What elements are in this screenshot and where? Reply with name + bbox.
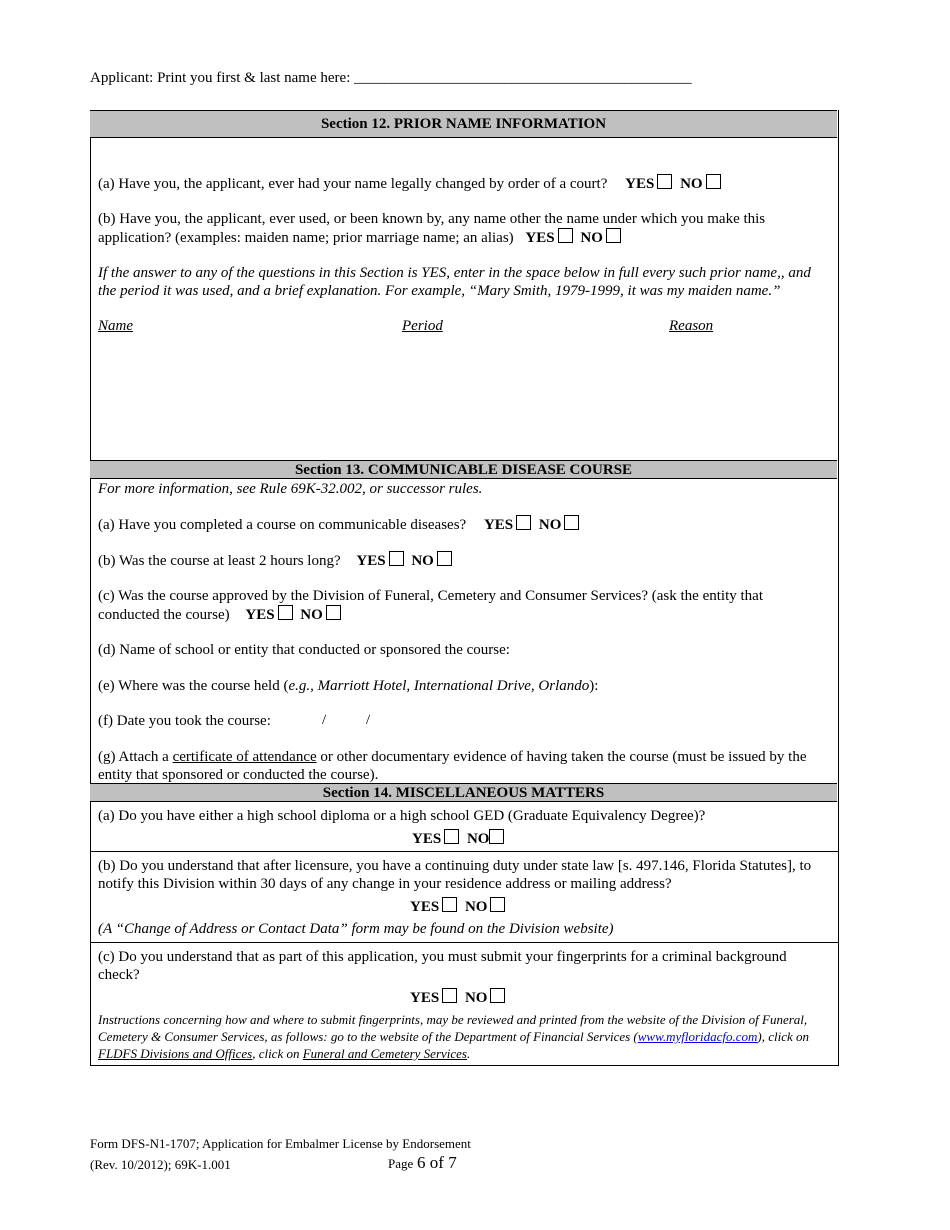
s14c-yes-checkbox[interactable] [442, 988, 457, 1003]
s14c-answer [410, 988, 509, 1007]
page-prefix: Page [388, 1156, 414, 1171]
yes-label: YES [525, 230, 555, 246]
instr-part1: Instructions concerning how and where to submit fingerprints, may be reviewed and printed from the website of the Division of Funeral, Cemetery & Consumer Services, as follows: go to the website of the Department of Financial Services ( [98, 1012, 808, 1044]
yes-label: YES [412, 831, 442, 847]
form-bottom-border [90, 1065, 839, 1066]
certificate-of-attendance-link: certificate of attendance [172, 749, 317, 765]
yes-label: YES [356, 553, 386, 569]
col-reason-heading: Reason [669, 318, 714, 334]
s12b-yes-checkbox[interactable] [558, 228, 573, 243]
qe-suffix: ): [589, 678, 599, 694]
section13-question-a [98, 515, 828, 534]
section13-question-c [98, 587, 828, 624]
section13-qc-text: (c) Was the course approved by the Division of Funeral, Cemetery and Consumer Services? (ask the entity that conducted the course) [98, 588, 763, 623]
section12-question-a [98, 174, 828, 193]
date-slash-2: / [366, 712, 371, 728]
prior-names-entry-area[interactable] [92, 340, 835, 458]
section12-question-b [98, 210, 828, 247]
applicant-name-line: Applicant: Print you first & last name here: _____________________________________________ [90, 70, 692, 86]
s14b-yes-checkbox[interactable] [442, 897, 457, 912]
section14-question-c: (c) Do you understand that as part of this application, you must submit your fingerprints for a criminal background check? [98, 949, 787, 983]
section12-instructions: If the answer to any of the questions in this Section is YES, enter in the space below in full every such prior name,, and the period it was used, and a brief explanation. For example, “Mary Smith, 1979-1999, it was my maiden name.” [98, 265, 811, 299]
no-label: NO [538, 517, 562, 533]
section14-question-b: (b) Do you understand that after licensure, you have a continuing duty under state law [s. 497.146, Florida Statutes], to notify this Division within 30 days of any change in your residence address or mailing address? [98, 858, 812, 892]
qg-prefix: (g) Attach a [98, 749, 173, 765]
s12b-no-checkbox[interactable] [606, 228, 621, 243]
s13c-yes-checkbox[interactable] [278, 605, 293, 620]
divider [90, 851, 839, 852]
s14b-no-checkbox[interactable] [490, 897, 505, 912]
col-period-heading: Period [402, 318, 443, 334]
section12-qb-text: (b) Have you, the applicant, ever used, or been known by, any name other the name under which you make this application? (examples: maiden name; prior marriage name; an alias) [98, 211, 766, 246]
s13b-yes-checkbox[interactable] [389, 551, 404, 566]
yes-label: YES [483, 517, 514, 533]
col-name-heading: Name [98, 318, 133, 334]
section14-change-of-address-note: (A “Change of Address or Contact Data” form may be found on the Division website) [98, 921, 614, 937]
section12-header: Section 12. PRIOR NAME INFORMATION [90, 110, 837, 138]
section13-question-b [98, 551, 828, 570]
section13-qb-text: (b) Was the course at least 2 hours long? [98, 553, 341, 569]
s12a-no-checkbox[interactable] [706, 174, 721, 189]
s13a-yes-checkbox[interactable] [516, 515, 531, 530]
instr-part4: . [467, 1046, 471, 1061]
s14a-answer [412, 829, 508, 848]
s14c-no-checkbox[interactable] [490, 988, 505, 1003]
funeral-cemetery-services-link[interactable]: Funeral and Cemetery Services [302, 1046, 467, 1061]
yes-label: YES [410, 899, 440, 915]
section13-question-d: (d) Name of school or entity that conducted or sponsored the course: [98, 642, 510, 658]
footer-page-number [388, 1153, 457, 1173]
yes-label: YES [625, 176, 655, 192]
s13b-no-checkbox[interactable] [437, 551, 452, 566]
no-label: NO [580, 230, 603, 246]
s14b-answer [410, 897, 509, 916]
section13-note: For more information, see Rule 69K-32.002, or successor rules. [98, 481, 483, 497]
section12-qa-text: (a) Have you, the applicant, ever had your name legally changed by order of a court? [98, 176, 608, 192]
section13-qa-text: (a) Have you completed a course on communicable diseases? [98, 517, 467, 533]
section13-question-e [98, 677, 828, 695]
s13c-no-checkbox[interactable] [326, 605, 341, 620]
s14a-no-checkbox[interactable] [489, 829, 504, 844]
qe-prefix: (e) Where was the course held ( [98, 678, 289, 694]
section14-header: Section 14. MISCELLANEOUS MATTERS [90, 783, 837, 802]
section13-header: Section 13. COMMUNICABLE DISEASE COURSE [90, 460, 837, 479]
myfloridacfo-link[interactable]: www.myfloridacfo.com [637, 1029, 758, 1044]
section13-question-f: (f) Date you took the course: [98, 713, 271, 729]
qg-suffix: or other documentary evidence of having taken the course (must be issued by the entity that sponsored or conducted the course). [98, 749, 807, 783]
no-label: NO [411, 553, 434, 569]
section14-question-a: (a) Do you have either a high school diploma or a high school GED (Graduate Equivalency Degree)? [98, 808, 706, 824]
no-label: NO [680, 176, 703, 192]
no-label: NO [464, 990, 488, 1006]
yes-label: YES [245, 607, 275, 623]
date-slash-1: / [322, 712, 327, 728]
instr-part3: , click on [252, 1046, 303, 1061]
divider [90, 942, 839, 943]
footer-form-line: Form DFS-N1-1707; Application for Embalmer License by Endorsement [90, 1136, 471, 1151]
no-label: NO [466, 831, 490, 847]
yes-label: YES [410, 990, 440, 1006]
qe-example: e.g., Marriott Hotel, International Drive, Orlando [288, 678, 590, 694]
s12a-yes-checkbox[interactable] [657, 174, 672, 189]
instr-part2: ), click on [757, 1029, 810, 1044]
footer-rev-line: (Rev. 10/2012); 69K-1.001 [90, 1157, 231, 1172]
section13-question-g [98, 748, 828, 784]
fldfs-divisions-link[interactable]: FLDFS Divisions and Offices [98, 1046, 253, 1061]
fingerprint-instructions [98, 1011, 828, 1062]
no-label: NO [464, 899, 488, 915]
page-num: 6 of 7 [417, 1153, 457, 1172]
s14a-yes-checkbox[interactable] [444, 829, 459, 844]
no-label: NO [300, 607, 323, 623]
s13a-no-checkbox[interactable] [564, 515, 579, 530]
